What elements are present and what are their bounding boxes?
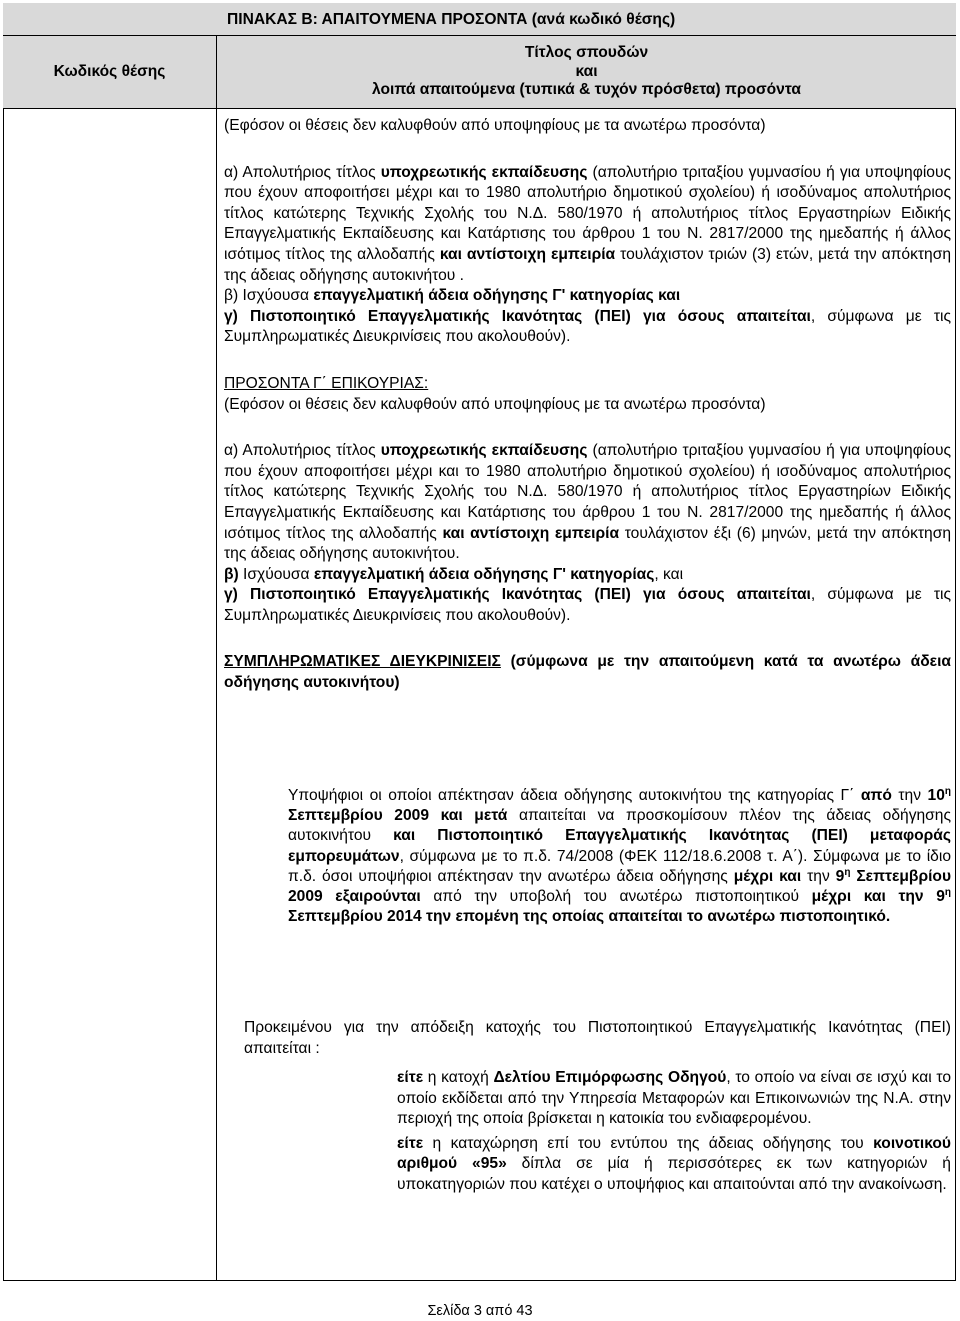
section1-item-b: β) Ισχύουσα επαγγελματική άδεια οδήγησης Γ' κατηγορίας και — [224, 287, 681, 305]
column-header-qualifications — [217, 36, 956, 109]
section2-item-a: α) Απολυτήριος τίτλος υποχρεωτικής εκπαίδευσης (απολυτήριο τριταξίου γυμνασίου ή για υποψηφίους που έχουν αποφοιτήσει μέχρι και το 1980 απολυτήριο δημοτικού σχολείου) ή ισοδύναμος απολυτήριος τίτλος κατώτερης Τεχνικής Σχολής του Ν.Δ. 580/1970 ή απολυτήριος τίτλος Εργαστηρίων Ειδικής Επαγγελματικής Εκπαίδευσης και Κατάρτισης του άρθρου 1 του Ν. 2817/2000 της ημεδαπής ή άλλος ισότιμος τίτλος της αλλοδαπής και αντίστοιχη εμπειρία τουλάχιστον έξι (6) μηνών, μετά την απόκτηση της άδειας οδήγησης αυτοκινήτου. — [224, 442, 951, 563]
supplementary-paragraph-1: Υποψήφιοι οι οποίοι απέκτησαν άδεια οδήγησης αυτοκινήτου της κατηγορίας Γ΄ από την $10^\eta$ Σεπτεμβρίου 2009 και μετά απαιτείται να προσκομίσουν πλέον της άδειας οδήγησης αυτοκινήτου και Πιστοποιητικό Επαγγελματικής Ικανότητας (ΠΕΙ) μεταφοράς εμπορευμάτων, σύμφωνα με το π.δ. 74/2008 (ΦΕΚ 112/18.6.2008 τ. Α΄). Σύμφωνα με το ίδιο π.δ. όσοι υποψήφιοι απέκτησαν την ανωτέρω άδεια οδήγησης μέχρι και την $9^\eta$ Σεπτεμβρίου 2009 εξαιρούνται από την υποβολή του ανωτέρω πιστοποιητικού μέχρι και την $9^\eta$ Σεπτεμβρίου 2014 την επομένη της οποίας απαιτείται το ανωτέρω πιστοποιητικό. — [288, 785, 952, 926]
option-either-1: είτε η κατοχή Δελτίου Επιμόρφωσης Οδηγού, το οποίο να είναι σε ισχύ και το οποίο εκδίδεται από την Υπηρεσία Μεταφορών και Επικοινωνιών της Ν.Α. στην περιοχή της οποία βρίσκεται η κατοικία του ενδιαφερομένου. — [397, 1069, 951, 1128]
qualifications-cell — [224, 116, 951, 694]
section2-heading: ΠΡΟΣΟΝΤΑ Γ΄ ΕΠΙΚΟΥΡΙΑΣ: — [224, 374, 429, 392]
column-header-position-code: Κωδικός θέσης — [3, 36, 216, 109]
table-title: ΠΙΝΑΚΑΣ Β: ΑΠΑΙΤΟΥΜΕΝΑ ΠΡΟΣΟΝΤΑ (ανά κωδικό θέσης) — [227, 11, 676, 28]
supplementary-paragraph-2: Προκειμένου για την απόδειξη κατοχής του Πιστοποιητικού Επαγγελματικής Ικανότητας (ΠΕΙ) απαιτείται : — [244, 1019, 951, 1057]
supplementary-heading: ΣΥΜΠΛΗΡΩΜΑΤΙΚΕΣ ΔΙΕΥΚΡΙΝΙΣΕΙΣ (σύμφωνα με την απαιτούμενη κατά τα ανωτέρω άδεια οδήγησης αυτοκινήτου) — [224, 653, 951, 692]
section2-intro: (Εφόσον οι θέσεις δεν καλυφθούν από υποψηφίους με τα ανωτέρω προσόντα) — [224, 395, 766, 413]
table-title-row — [3, 3, 956, 36]
header-line: λοιπά απαιτούμενα (τυπικά & τυχόν πρόσθετα) προσόντα — [372, 81, 801, 99]
header-line: Τίτλος σπουδών — [524, 44, 649, 62]
page-number: Σελίδα 3 από 43 — [427, 1303, 533, 1319]
supplementary-options — [397, 1068, 951, 1196]
section2-item-b: β) Ισχύουσα επαγγελματική άδεια οδήγησης Γ' κατηγορίας, και — [224, 565, 684, 583]
section1-item-c: γ) Πιστοποιητικό Επαγγελματικής Ικανότητας (ΠΕΙ) για όσους απαιτείται, σύμφωνα με τις Συμπληρωματικές Διευκρινίσεις που ακολουθούν). — [224, 307, 951, 346]
option-either-2: είτε η καταχώρηση επί του εντύπου της άδειας οδήγησης του κοινοτικού αριθμού «95» δίπλα σε μία ή περισσότερες εκ των κατηγοριών ή υποκατηγοριών που κατέχει ο υποψήφιος και απαιτούνται από την ανακοίνωση. — [397, 1134, 951, 1193]
section2-item-c: γ) Πιστοποιητικό Επαγγελματικής Ικανότητας (ΠΕΙ) για όσους απαιτείται, σύμφωνα με τις Συμπληρωματικές Διευκρινίσεις που ακολουθούν). — [224, 586, 951, 624]
section1-item-a: α) Απολυτήριος τίτλος υποχρεωτικής εκπαίδευσης (απολυτήριο τριταξίου γυμνασίου ή για υποψηφίους που έχουν αποφοιτήσει μέχρι και το 1980 απολυτήριο δημοτικού σχολείου) ή ισοδύναμος απολυτήριος τίτλος κατώτερης Τεχνικής Σχολής του Ν.Δ. 580/1970 ή απολυτήριος τίτλος Εργαστηρίων Ειδικής Επαγγελματικής Εκπαίδευσης και Κατάρτισης του άρθρου 1 του Ν. 2817/2000 της ημεδαπής ή άλλος ισότιμος τίτλος της αλλοδαπής και αντίστοιχη εμπειρία τουλάχιστον τριών (3) ετών, μετά την απόκτηση της άδειας οδήγησης αυτοκινήτου . — [224, 163, 952, 284]
column-divider — [216, 36, 217, 1281]
header-line: και — [575, 62, 598, 80]
section1-intro: (Εφόσον οι θέσεις δεν καλυφθούν από υποψηφίους με τα ανωτέρω προσόντα) — [224, 117, 766, 134]
